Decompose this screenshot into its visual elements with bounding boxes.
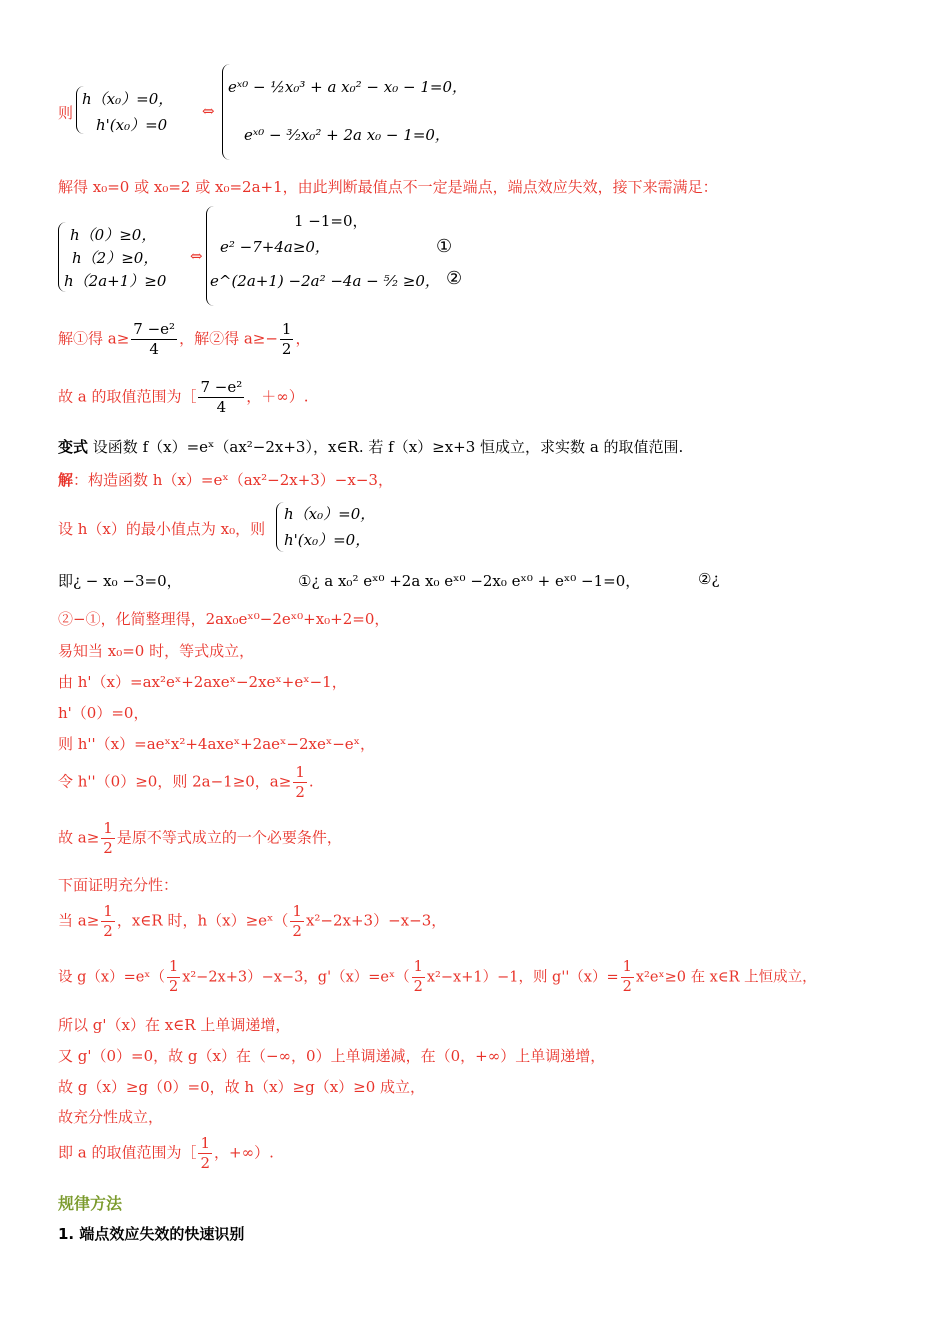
sys-left-2: h'(x₀）=0: [96, 116, 168, 134]
endpoint-note: 解得 x₀=0 或 x₀=2 或 x₀=2a+1，由此判断最值点不一定是端点，端点效应失效，接下来需满足：: [58, 178, 718, 196]
cond-left-3: h（2a+1）≥0: [64, 272, 167, 290]
condition-line: 令 h''（0）≥0，则 2a−1≥0，a≥ $\frac{1}{2}$ .: [58, 763, 314, 801]
case-line: 当 a≥ $\frac{1}{2}$ ，x∈R 时，h（x）≥eˣ（ $\frac{1}{2}$ x²−2x+3）−x−3，: [58, 902, 447, 940]
g-def-line: 设 g（x）=eˣ（ $\frac{1}{2}$ x²−2x+3）−x−3，g'（x）=eˣ（ $\frac{1}{2}$ x²−x+1）−1，则 g''（x）= $\frac{1}{2}$ x²eˣ≥0 在 x∈R 上恒成立，: [58, 959, 817, 995]
eq-right: ②¿: [698, 570, 720, 588]
derivation-line: h'（0）=0，: [58, 704, 149, 722]
variant-label: 变式: [58, 438, 89, 456]
mono-line: 故充分性成立，: [58, 1108, 164, 1126]
method-item: 1. 端点效应失效的快速识别: [58, 1225, 245, 1243]
method-title: 规律方法: [58, 1194, 123, 1213]
sys-right-2: eˣ⁰ − ³⁄₂x₀² + 2a x₀ − 1=0，: [244, 126, 450, 144]
mono-line: 所以 g'（x）在 x∈R 上单调递增，: [58, 1016, 291, 1034]
iff-symbol: ⇔: [202, 102, 215, 120]
min-sys-1: h（x₀）=0，: [284, 505, 376, 523]
min-point-line: 设 h（x）的最小值点为 x₀，则: [58, 520, 266, 538]
cond-left-2: h（2）≥0，: [72, 249, 159, 267]
derivation-line: 则 h''（x）=aeˣx²+4axeˣ+2aeˣ−2xeˣ−eˣ，: [58, 735, 375, 753]
solve-line: 解①得 a≥ $\frac{\text{7 −e²}}{4}$ ，解②得 a≥− $\frac{1}{2}$ ，: [58, 320, 311, 358]
solution-line: 解：构造函数 h（x）=eˣ（ax²−2x+3）−x−3，: [58, 471, 393, 489]
cond-iff: ⇔: [190, 247, 203, 265]
circle-mark-1: ①: [436, 236, 453, 257]
sys-right-1: eˣ⁰ − ½x₀³ + a x₀² − x₀ − 1=0，: [228, 78, 467, 96]
cond-right-brace: [206, 206, 215, 306]
mono-line: 又 g'（0）=0，故 g（x）在（−∞，0）上单调递减，在（0，+∞）上单调递增，: [58, 1047, 606, 1065]
mono-line: 故 g（x）≥g（0）=0，故 h（x）≥g（x）≥0 成立，: [58, 1078, 426, 1096]
then-label: 则: [58, 104, 74, 122]
cond-left-1: h（0）≥0，: [70, 226, 157, 244]
derivation-line: ②−①，化简整理得，2ax₀eˣ⁰−2eˣ⁰+x₀+2=0，: [58, 610, 390, 628]
variant-problem: 变式 设函数 f（x）=eˣ（ax²−2x+3），x∈R. 若 f（x）≥x+3 恒成立，求实数 a 的取值范围.: [58, 438, 684, 456]
necessary-line: 故 a≥ $\frac{1}{2}$ 是原不等式成立的一个必要条件，: [58, 819, 342, 857]
range-line: 故 a 的取值范围为［ $\frac{\text{7 −e²}}{4}$ ，＋∞）.: [58, 378, 309, 416]
sys-left-1: h（x₀）=0，: [82, 90, 174, 108]
min-sys-2: h'(x₀）=0，: [284, 531, 371, 549]
cond-right-3: e^(2a+1) −2a² −4a − ⁵⁄₂ ≥0，: [210, 272, 440, 290]
derivation-line: 由 h'（x）=ax²eˣ+2axeˣ−2xeˣ+eˣ−1，: [58, 673, 347, 691]
cond-right-2: e² −7+4a≥0，: [220, 238, 330, 256]
circle-mark-2: ②: [446, 268, 463, 289]
eq-left: 即¿ − x₀ −3=0，: [58, 572, 182, 590]
eq-mid: ①¿ a x₀² eˣ⁰ +2a x₀ eˣ⁰ −2x₀ eˣ⁰ + eˣ⁰ −1=0，: [298, 572, 641, 590]
final-range-line: 即 a 的取值范围为［ $\frac{1}{2}$ ，+∞）.: [58, 1134, 274, 1172]
sufficiency-line: 下面证明充分性：: [58, 876, 179, 894]
cond-right-1: 1 −1=0，: [294, 212, 368, 230]
derivation-line: 易知当 x₀=0 时，等式成立，: [58, 642, 255, 660]
